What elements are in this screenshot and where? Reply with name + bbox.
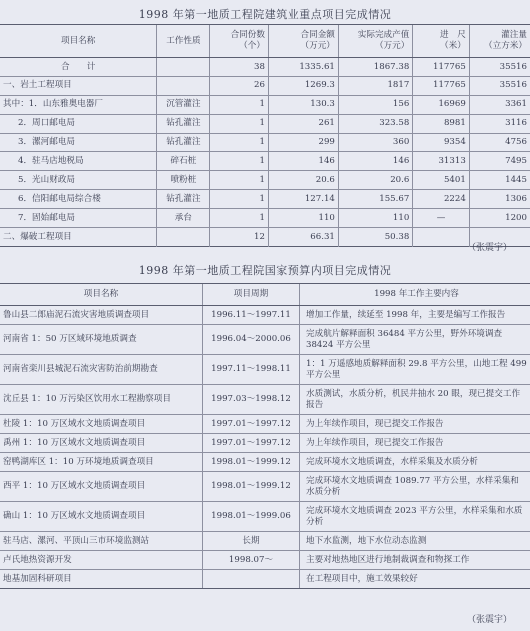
table1-author-credit: （张震宇）: [466, 243, 512, 253]
cell-name: 驻马店、漯河、平顶山三市环境监测站: [0, 532, 203, 551]
cell-nature: [157, 76, 210, 95]
cell-amount: 66.31: [268, 228, 338, 247]
cell-output: 156: [338, 95, 412, 114]
cell-amount: 1335.61: [268, 58, 338, 77]
cell-grout: 4756: [469, 133, 530, 152]
cell-grout: 3361: [469, 95, 530, 114]
cell-nature: [157, 228, 210, 247]
cell-period: 1998.07～: [203, 551, 300, 570]
cell-count: 1: [210, 133, 269, 152]
cell-content: 地下水监测，地下水位动态监测: [300, 532, 530, 551]
header-work-nature: 工作性质: [157, 25, 210, 58]
table-row: [0, 502, 530, 532]
table-row: [0, 434, 530, 453]
cell-output: 323.58: [338, 114, 412, 133]
construction-projects-table: [0, 24, 530, 247]
cell-name: 4．驻马店地税局: [18, 156, 84, 167]
cell-name: 合 计: [60, 61, 96, 72]
table-row: [0, 532, 530, 551]
cell-period: 1996.11～1997.11: [203, 306, 300, 325]
cell-footage: 5401: [413, 171, 469, 190]
table-row: [0, 325, 530, 355]
cell-name: 确山 1：10 万区域水文地质调查项目: [0, 502, 203, 532]
cell-name: 2．周口邮电局: [18, 118, 76, 129]
cell-content: 完成环境水文地质调查 2023 平方公里，水样采集和水质分析: [300, 502, 530, 532]
header-actual-output-unit: （万元）: [374, 41, 410, 51]
cell-amount: 146: [268, 152, 338, 171]
cell-grout: 35516: [469, 76, 530, 95]
cell-period: 1997.01～1997.12: [203, 415, 300, 434]
cell-amount: 20.6: [268, 171, 338, 190]
table1-header-row: [0, 25, 530, 58]
header-footage-label: 进 尺: [440, 30, 466, 41]
cell-output: 1867.38: [338, 58, 412, 77]
cell-count: 1: [210, 152, 269, 171]
header-contract-count-label: 合同份数: [230, 30, 265, 41]
cell-content: 增加工作量，续延至 1998 年，主要是编写工作报告: [300, 306, 530, 325]
cell-footage: 117765: [413, 58, 469, 77]
header-main-work-content: 1998 年工作主要内容: [300, 284, 530, 306]
cell-period: 1998.01～1999.06: [203, 502, 300, 532]
cell-footage: 31313: [413, 152, 469, 171]
table2-header-row: [0, 284, 530, 306]
table-row: [0, 385, 530, 415]
cell-name: 沈丘县 1：10 万污染区饮用水工程勘察项目: [0, 385, 203, 415]
cell-name: 地基加固科研项目: [0, 570, 203, 589]
header-grout-volume-label: 灌注量: [501, 30, 527, 41]
cell-amount: 1269.3: [268, 76, 338, 95]
cell-name: 河南省栾川县城泥石流灾害防治前期勘查: [0, 355, 203, 385]
cell-nature: 碎石桩: [157, 152, 210, 171]
cell-nature: 钻孔灌注: [157, 133, 210, 152]
cell-name: 6．信阳邮电局综合楼: [18, 193, 101, 204]
cell-period: 1998.01～1999.12: [203, 453, 300, 472]
table-row: [0, 58, 530, 77]
cell-name: 河南省 1：50 万区域环境地质调查: [0, 325, 203, 355]
budget-projects-table: [0, 283, 530, 589]
cell-count: 1: [210, 171, 269, 190]
header-footage-unit: （米）: [440, 41, 466, 51]
cell-content: 为上年续作项目，现已提交工作报告: [300, 415, 530, 434]
table-row: [0, 228, 530, 247]
table-row: [0, 114, 530, 133]
cell-content: 主要对地热地区进行地制裁调查和物探工作: [300, 551, 530, 570]
cell-nature: 钻孔灌注: [157, 114, 210, 133]
cell-footage: 8981: [413, 114, 469, 133]
cell-period: 1996.04～2000.06: [203, 325, 300, 355]
table-row: [0, 133, 530, 152]
cell-nature: 钻孔灌注: [157, 190, 210, 209]
cell-amount: 299: [268, 133, 338, 152]
cell-output: 110: [338, 209, 412, 228]
cell-period: 1997.03～1998.12: [203, 385, 300, 415]
cell-content: 水质测试，水质分析，机民井抽水 20 眼，现已提交工作报告: [300, 385, 530, 415]
cell-count: 1: [210, 114, 269, 133]
header-contract-amount: [268, 25, 338, 58]
cell-amount: 127.14: [268, 190, 338, 209]
cell-name: 卢氏地热资源开发: [0, 551, 203, 570]
cell-output: 360: [338, 133, 412, 152]
cell-grout: 1445: [469, 171, 530, 190]
cell-grout: 35516: [469, 58, 530, 77]
cell-output: 155.67: [338, 190, 412, 209]
table-row: [0, 453, 530, 472]
cell-output: 1817: [338, 76, 412, 95]
cell-footage: 16969: [413, 95, 469, 114]
header-grout-volume: [469, 25, 530, 58]
header-contract-count-unit: （个）: [239, 41, 265, 51]
cell-name: 3．漯河邮电局: [18, 137, 76, 148]
cell-period: 长期: [203, 532, 300, 551]
table-row: [0, 570, 530, 589]
header-footage: [413, 25, 469, 58]
cell-footage: —: [413, 209, 469, 228]
cell-name: 一、岩土工程项目: [3, 80, 72, 91]
cell-name: 鲁山县二郎庙泥石流灾害地质调查项目: [0, 306, 203, 325]
cell-nature: 沉管灌注: [157, 95, 210, 114]
header-project-period: 项目周期: [203, 284, 300, 306]
header-project-name: 项目名称: [0, 284, 203, 306]
cell-output: 146: [338, 152, 412, 171]
cell-name: 西平 1：10 万区域水文地质调查项目: [0, 472, 203, 502]
cell-output: 50.38: [338, 228, 412, 247]
cell-count: 1: [210, 209, 269, 228]
header-actual-output: [338, 25, 412, 58]
cell-nature: [157, 58, 210, 77]
cell-amount: 110: [268, 209, 338, 228]
header-contract-count: [210, 25, 269, 58]
table-row: [0, 472, 530, 502]
table-row: [0, 306, 530, 325]
cell-content: 在工程项目中，施工效果较好: [300, 570, 530, 589]
table-row: [0, 152, 530, 171]
cell-count: 12: [210, 228, 269, 247]
cell-footage: 9354: [413, 133, 469, 152]
cell-name: 禹州 1：10 万区域水文地质调查项目: [0, 434, 203, 453]
table-row: [0, 76, 530, 95]
table2-title: 1998 年第一地质工程院国家预算内项目完成情况: [138, 264, 392, 277]
table2-author-credit: （张震宇）: [466, 615, 512, 625]
cell-content: 1：1 万遥感地质解释面积 29.8 平方公里，山地工程 499 平方公里: [300, 355, 530, 385]
cell-footage: [413, 228, 469, 247]
cell-count: 1: [210, 190, 269, 209]
table-row: [0, 171, 530, 190]
header-contract-amount-unit: （万元）: [300, 41, 335, 51]
cell-amount: 261: [268, 114, 338, 133]
table-row: [0, 551, 530, 570]
header-grout-volume-unit: （立方米）: [484, 41, 527, 51]
cell-content: 为上年续作项目，现已提交工作报告: [300, 434, 530, 453]
header-contract-amount-label: 合同金额: [300, 30, 335, 41]
cell-period: 1998.01～1999.12: [203, 472, 300, 502]
cell-name: 窑鸭湖库区 1：10 万环境地质调查项目: [0, 453, 203, 472]
cell-name: 杜陵 1：10 万区域水文地质调查项目: [0, 415, 203, 434]
cell-period: 1997.01～1997.12: [203, 434, 300, 453]
cell-amount: 130.3: [268, 95, 338, 114]
table1-title: 1998 年第一地质工程院建筑业重点项目完成情况: [138, 8, 392, 21]
cell-grout: 3116: [469, 114, 530, 133]
cell-count: 26: [210, 76, 269, 95]
table-row: [0, 190, 530, 209]
header-actual-output-label: 实际完成产值: [357, 30, 410, 41]
cell-name: 二、爆破工程项目: [3, 231, 72, 242]
cell-name: 5．光山财政局: [18, 174, 76, 185]
header-project-name: 项目名称: [0, 25, 157, 58]
cell-grout: 1306: [469, 190, 530, 209]
cell-grout: 1200: [469, 209, 530, 228]
cell-count: 38: [210, 58, 269, 77]
table-row: [0, 355, 530, 385]
cell-footage: 117765: [413, 76, 469, 95]
cell-content: 完成环境水文地质调查，水样采集及水质分析: [300, 453, 530, 472]
cell-name: 其中：1．山东雅奥电器厂: [3, 99, 103, 110]
cell-period: [203, 570, 300, 589]
cell-count: 1: [210, 95, 269, 114]
table-row: [0, 95, 530, 114]
cell-nature: 喷粉桩: [157, 171, 210, 190]
cell-name: 7．固始邮电局: [18, 212, 76, 223]
cell-grout: 7495: [469, 152, 530, 171]
cell-content: 完成航片解释面积 36484 平方公里，野外环境调查 38424 平方公里: [300, 325, 530, 355]
cell-period: 1997.11～1998.11: [203, 355, 300, 385]
cell-footage: 2224: [413, 190, 469, 209]
cell-output: 20.6: [338, 171, 412, 190]
table-row: [0, 415, 530, 434]
cell-content: 完成环境水文地质调查 1089.77 平方公里，水样采集和水质分析: [300, 472, 530, 502]
table-row: [0, 209, 530, 228]
cell-nature: 承台: [157, 209, 210, 228]
